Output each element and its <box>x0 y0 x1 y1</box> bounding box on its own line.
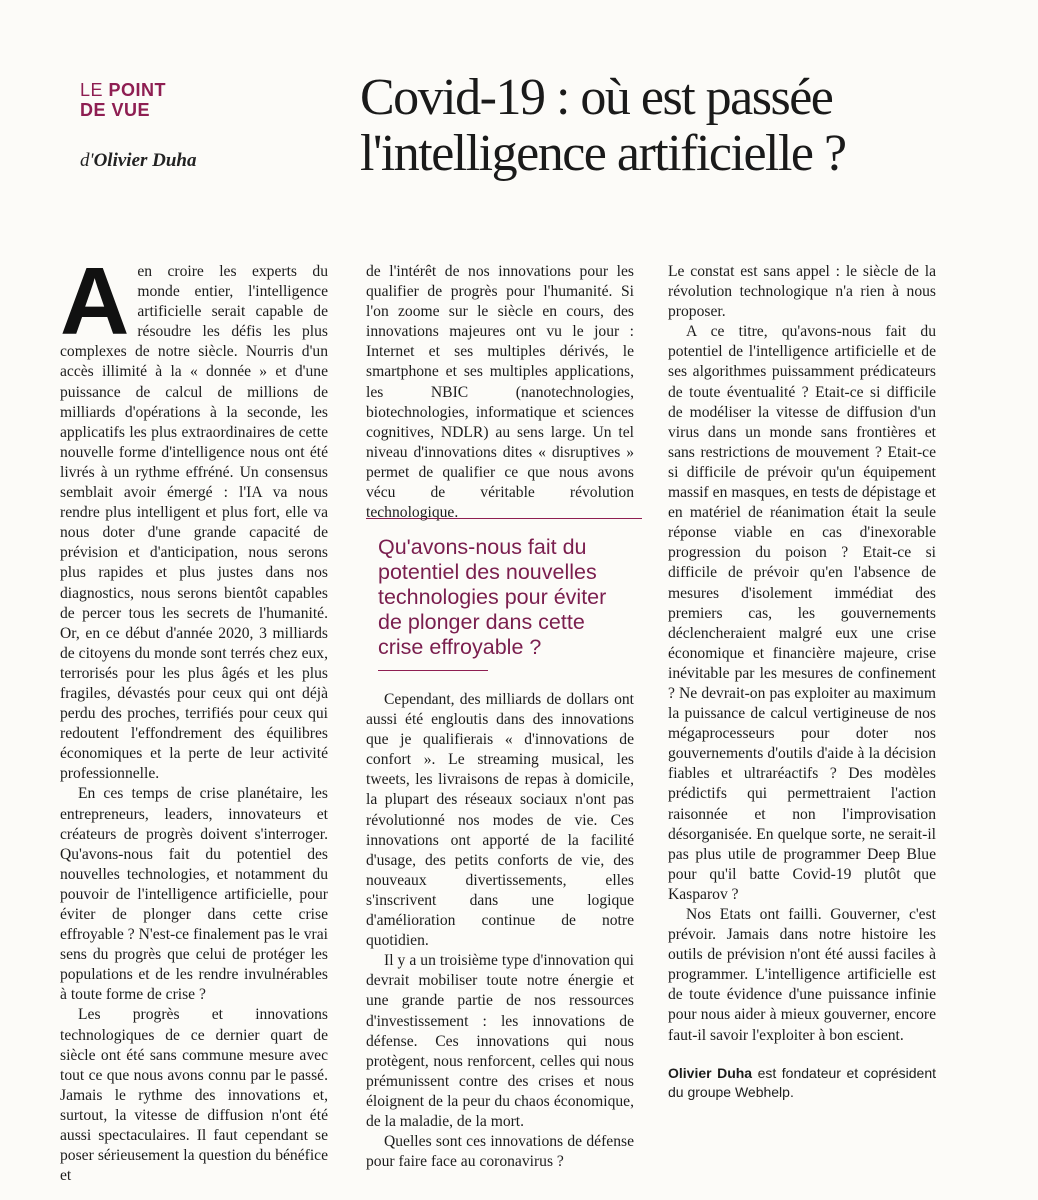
bio-text: est fondateur et coprésident du groupe Webhelp. <box>668 1064 937 1100</box>
pull-quote-rule <box>378 670 488 671</box>
article-column-2-lower <box>366 690 634 1172</box>
author-name: Olivier Duha <box>93 150 197 171</box>
rubric-le: LE <box>80 80 109 100</box>
pull-quote <box>366 518 642 671</box>
article-column-1 <box>60 248 328 1186</box>
rubric-point: POINT <box>108 80 167 100</box>
paragraph: En ces temps de crise planétaire, les entrepreneurs, leaders, innovateurs et créateurs de progrès doivent s'interroger. Qu'avons-nous fait du potentiel des nouvelles technologies, et notamment du pouvoir de l'intelligence artificielle, pour éviter de plonger dans cette crise effroyable ? N'est-ce finalement pas le vrai sens du progrès que celui de protéger les populations et de les rendre invulnérables à toute forme de crise ? <box>60 785 328 1004</box>
article-column-3 <box>668 262 936 1102</box>
paragraph: de l'intérêt de nos innovations pour les qualifier de progrès pour l'humanité. Si l'on zoome sur le siècle en cours, des innovations majeures ont vu le jour : Internet et ses multiples dérivés, le smartphone et ses multiples applications, les NBIC (nanotechnologies, biotechnologies, informatique et sciences cognitives, NDLR) au sens large. Un tel niveau d'innovations dites « disruptives » permet de qualifier ce que nous avons vécu de véritable révolution technologique. <box>366 263 634 522</box>
bio-name: Olivier Duha <box>668 1064 753 1081</box>
paragraph: Quelles sont ces innovations de défense pour faire face au coronavirus ? <box>366 1133 634 1171</box>
headline: Covid-19 : où est passée l'intelligence artificielle ? <box>360 69 846 182</box>
paragraph-text: en croire les experts du monde entier, l'intelligence artificielle serait capable de résoudre les défis les plus complexes de notre siècle. Nourris d'un accès illimité à la « donnée » et d'une puissance de calcul de millions de milliards d'opérations à la seconde, les applicatifs les plus extraordinaires de cette nouvelle forme d'intelligence nous ont été livrés à un rythme effréné. Un consensus semblait avoir émergé : l'IA va nous rendre plus intelligent et plus fort, elle va nous doter d'une grande capacité de prévision et d'anticipation, nous serons plus rapides et plus justes dans nos diagnostics, nous serons bientôt capables de percer tous les secrets de l'humanité. Or, en ce début d'année 2020, 3 milliards de citoyens du monde sont terrés chez eux, terrorisés pour les plus âgés et les plus fragiles, dévastés pour ceux qui ont déjà perdu des proches, terrifiés pour ceux qui redoutent l'effondrement des équilibres économiques et la perte de leur activité professionnelle. <box>60 263 328 783</box>
paragraph: Cependant, des milliards de dollars ont aussi été engloutis dans des innovations que je qualifierais « d'innovations de confort ». Le streaming musical, les tweets, les livraisons de repas à domicile, la plupart des réseaux sociaux n'ont pas révolutionné nos modes de vie. Ces innovations ont apporté de la facilité d'usage, des petits conforts de vie, des nouveaux divertissements, elles s'inscrivent dans une logique d'amélioration continue de notre quotidien. <box>366 691 634 950</box>
paragraph: Les progrès et innovations technologiques de ce dernier quart de siècle ont été sans commune mesure avec tout ce que nous avons connu par le passé. Jamais le rythme des innovations et, surtout, la vitesse de diffusion n'ont été aussi spectaculaires. Il faut cependant se poser sérieusement la question du bénéfice et <box>60 1006 328 1185</box>
article-column-2 <box>366 262 634 523</box>
author-bio <box>668 1064 936 1102</box>
drop-cap: A <box>60 248 130 355</box>
paragraph: Il y a un troisième type d'innovation qui devrait mobiliser toute notre énergie et une grande partie de nos ressources d'investissement : les innovations de défense. Ces innovations qui nous protègent, nous renforcent, celles qui nous prémunissent contre des crises et nous éloignent de la peur du chaos économique, de la maladie, de la mort. <box>366 952 634 1130</box>
paragraph: Nos Etats ont failli. Gouverner, c'est prévoir. Jamais dans notre histoire les outils de prévision n'ont été aussi faciles à programmer. L'intelligence artificielle est de toute évidence d'une puissance infinie pour nous aider à mieux gouverner, encore faut-il savoir l'exploiter à bon escient. <box>668 906 936 1044</box>
pull-quote-text: Qu'avons-nous fait du potentiel des nouvelles technologies pour éviter de plonger dans cette crise effroyable ? <box>378 535 607 659</box>
paragraph: Le constat est sans appel : le siècle de la révolution technologique n'a rien à nous proposer. <box>668 263 936 321</box>
paragraph: A ce titre, qu'avons-nous fait du potentiel de l'intelligence artificielle et de ses algorithmes puissamment prédicateurs de toute éventualité ? Etait-ce si difficile de modéliser la vitesse de diffusion d'un virus dans un monde sans frontières et sans restrictions de mouvement ? Etait-ce si difficile de prévoir qu'un équipement massif en masques, en tests de dépistage et en matériel de réanimation était la seule réponse viable en cas d'inexorable progression du poison ? Etait-ce si difficile de prévoir qu'en l'absence de mesures d'isolement immédiat des premiers cas, les gouvernements déclencheraient malgré eux une crise économique et financière majeure, crise inévitable par les mesures de confinement ? Ne devrait-on pas exploiter au maximum la puissance de calcul vertigineuse de nos mégaprocesseurs pour doter nos gouvernements d'outils d'aide à la décision fiables et ultraréactifs ? Des modèles prédictifs qui permettraient l'action raisonnée et non l'improvisation désorganisée. En quelque sorte, ne serait-il pas plus utile de programmer Deep Blue pour qu'il batte Covid-19 plutôt que Kasparov ? <box>668 323 936 903</box>
rubric-de-vue: DE VUE <box>80 100 151 120</box>
author-prefix: d' <box>80 150 94 171</box>
author-byline <box>80 150 197 172</box>
section-rubric <box>80 80 166 120</box>
paragraph <box>60 248 328 784</box>
